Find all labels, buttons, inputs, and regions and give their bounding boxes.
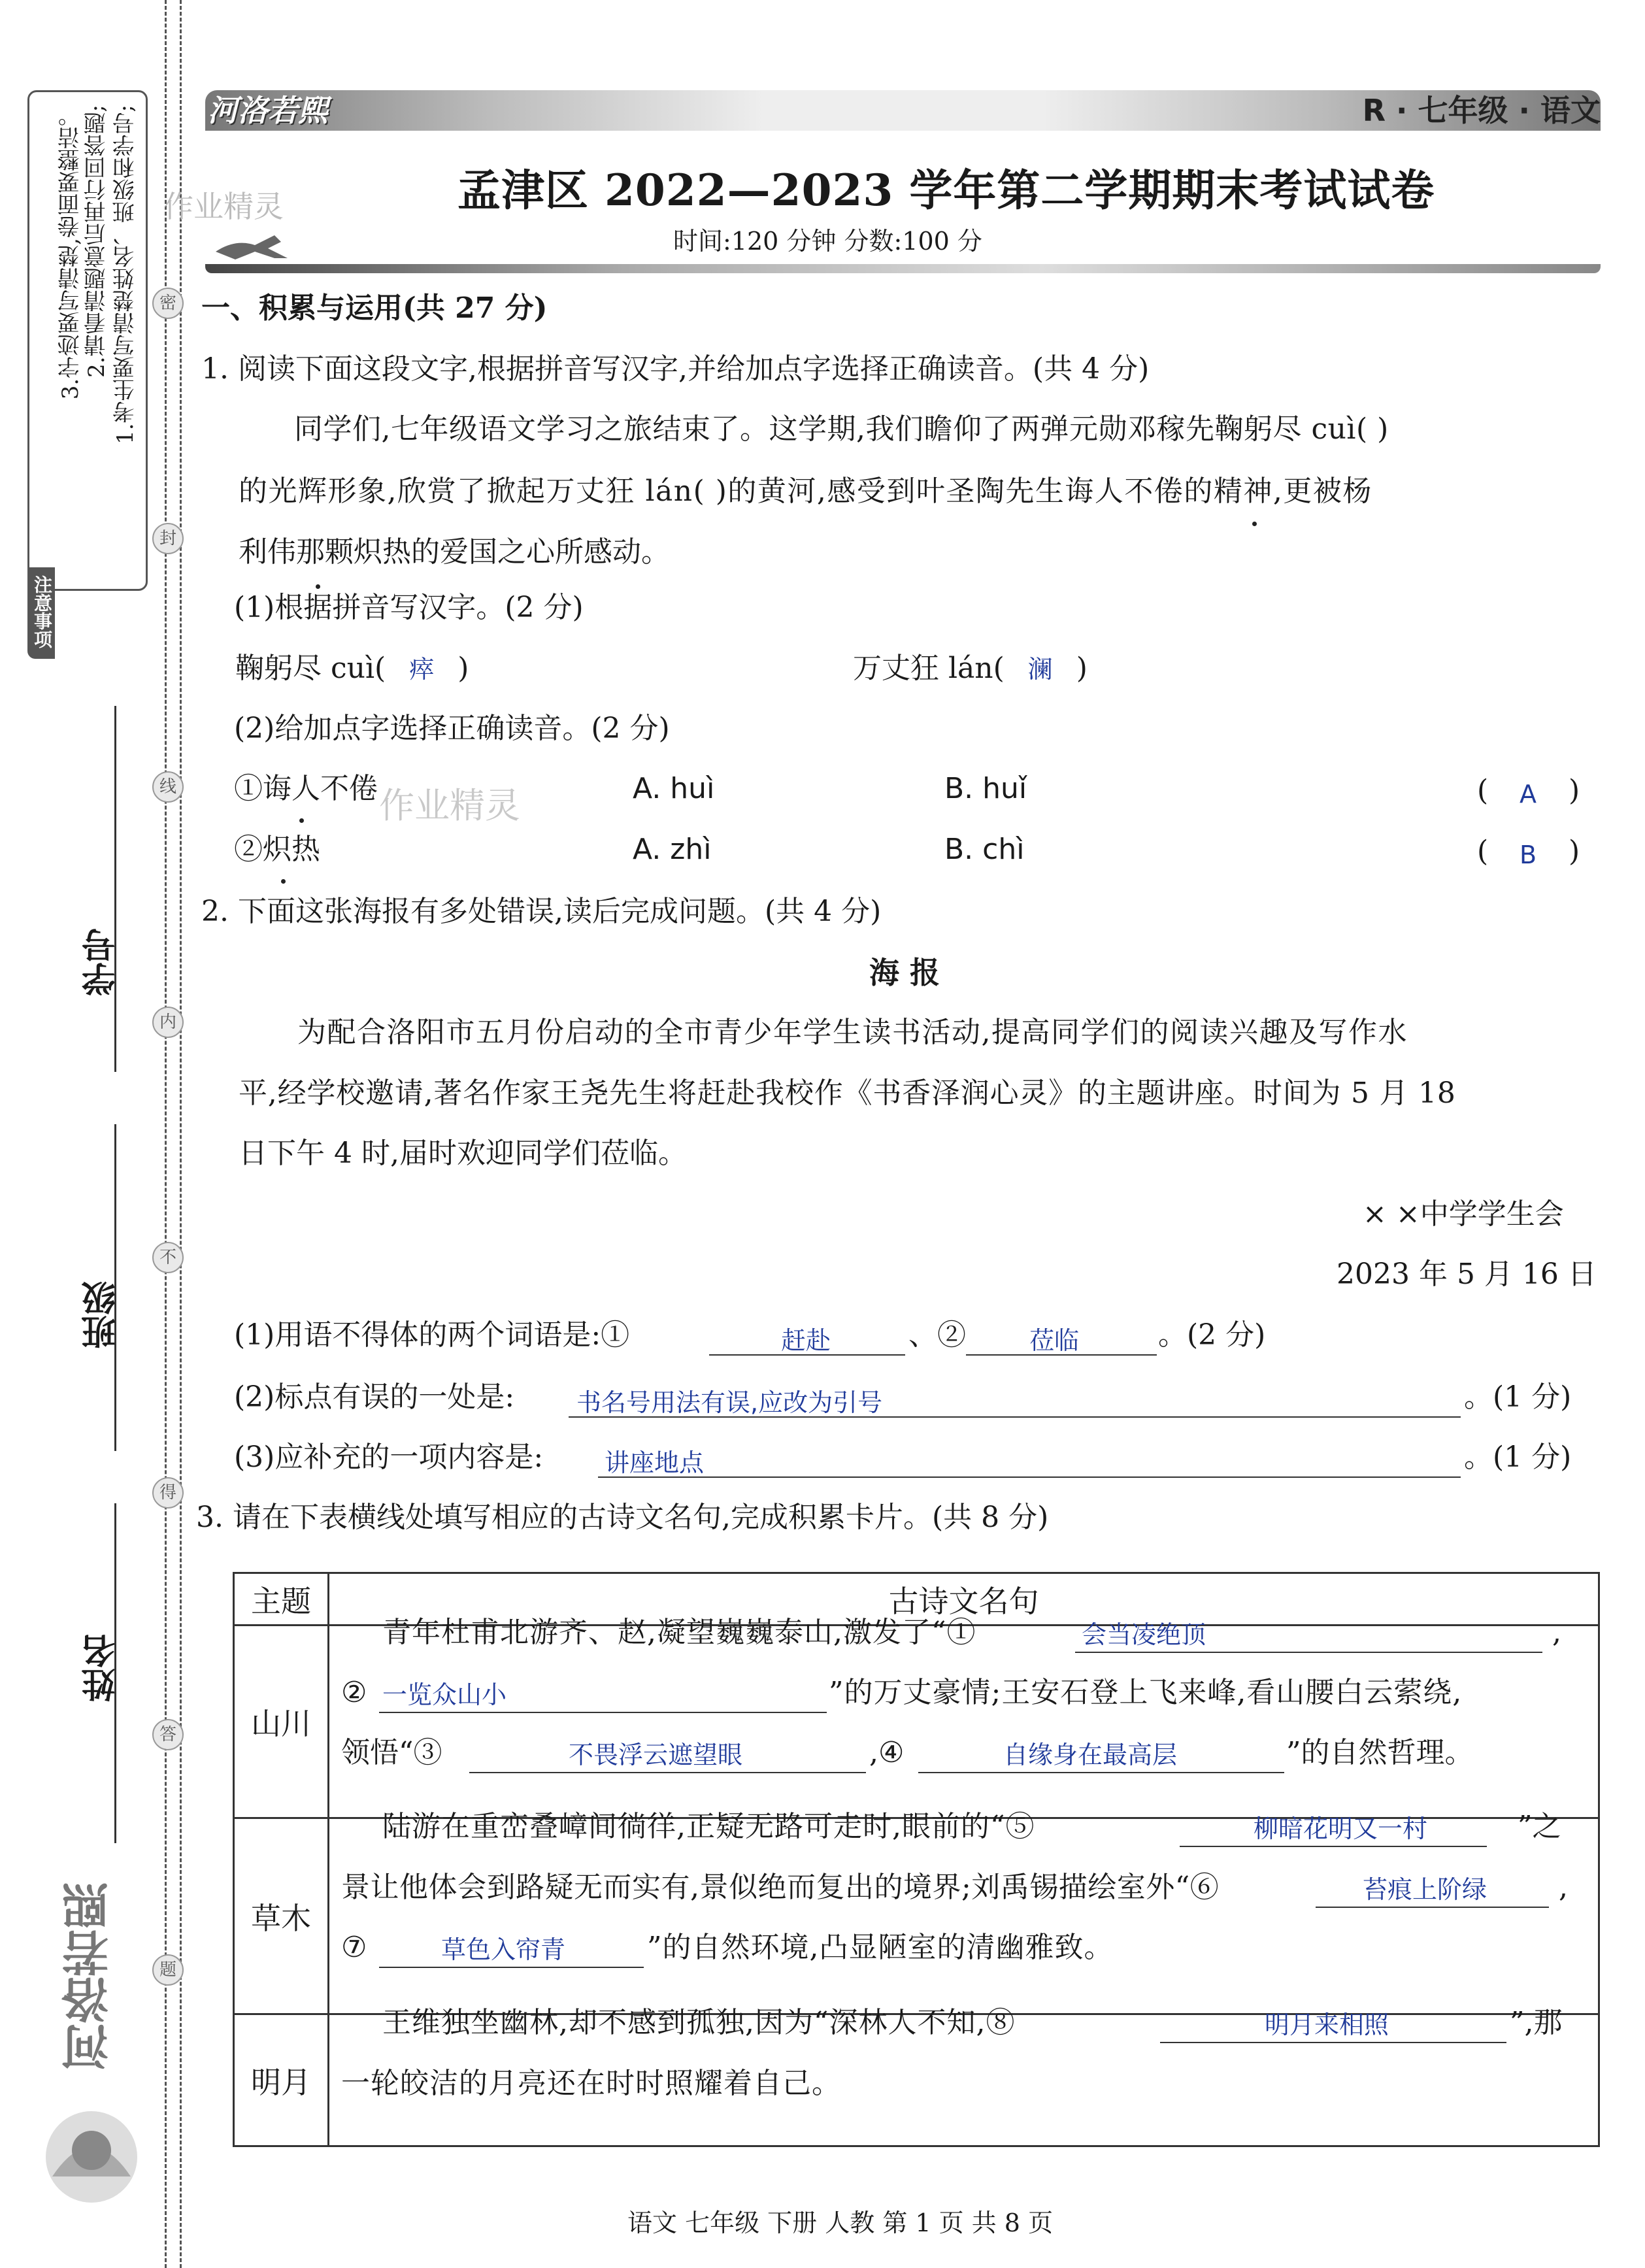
- poster-line: 日下午 4 时,届时欢迎同学们莅临。: [239, 1137, 687, 1170]
- poem-line: 王维独坐幽林,却不感到孤独,因为“深林人不知,⑧: [382, 2006, 1016, 2039]
- poem-line: ”的自然环境,凸显陋室的清幽雅致。: [647, 1931, 1114, 1964]
- q1-item2-answer[interactable]: 澜: [1027, 655, 1053, 684]
- answer-line: [469, 1772, 866, 1773]
- q2-stem: 2. 下面这张海报有多处错误,读后完成问题。(共 4 分): [201, 895, 882, 928]
- q1-para-line: 同学们,七年级语文学习之旅结束了。这学期,我们瞻仰了两弹元勋邓稼先鞠躬尽 cuì( ): [294, 412, 1389, 446]
- row-content: [329, 1626, 1599, 1818]
- poster-line: 平,经学校邀请,著名作家王尧先生将赶赴我校作《书香泽润心灵》的主题讲座。时间为 5 月 18: [239, 1076, 1456, 1110]
- choice-paren: ): [1569, 774, 1580, 807]
- brand-logo: 河洛若熙: [208, 93, 328, 128]
- q1-stem: 1. 阅读下面这段文字,根据拼音写汉字,并给加点字选择正确读音。(共 4 分): [201, 352, 1150, 386]
- q1-sub1: (1)根据拼音写汉字。(2 分): [234, 591, 584, 624]
- col-topic-header: 主题: [234, 1573, 329, 1626]
- class-label: 班级: [82, 1281, 122, 1349]
- poem-answer[interactable]: 会当凌绝顶: [1082, 1620, 1206, 1649]
- q1-item1: 鞠躬尽 cuì( 瘁 ): [235, 649, 469, 689]
- poem-line: ⑦: [341, 1931, 367, 1964]
- poem-line: ”,那: [1510, 2006, 1563, 2039]
- choice-paren: ): [1569, 835, 1580, 868]
- poster-line: 为配合洛阳市五月份启动的全市青少年学生读书活动,提高同学们的阅读兴趣及写作水: [297, 1016, 1408, 1049]
- answer-line: [1075, 1652, 1542, 1653]
- notice-tag-label: 注意事项: [31, 575, 53, 648]
- q2-sub2-answer[interactable]: 书名号用法有误,应改为引号: [576, 1388, 883, 1417]
- poem-line: ②: [341, 1676, 367, 1709]
- exam-title: 孟津区 2022—2023 学年第二学期期末考试试卷: [457, 165, 1435, 216]
- q2-sub1-prefix: (1)用语不得体的两个词语是:①: [234, 1318, 630, 1352]
- q2-sub3-prefix: (3)应补充的一项内容是:: [234, 1441, 544, 1474]
- binding-dashed-line-inner: [180, 0, 182, 2268]
- answer-line: [1316, 1907, 1549, 1908]
- student-no-line[interactable]: [114, 706, 116, 1072]
- watermark: 作业精灵: [163, 189, 284, 224]
- poem-answer[interactable]: 草色入帘青: [441, 1935, 566, 1964]
- poem-line: 领悟“③: [341, 1736, 442, 1769]
- choice-paren: (: [1477, 774, 1489, 807]
- poem-answer[interactable]: 柳暗花明又一村: [1254, 1814, 1428, 1843]
- seal-char: 密: [152, 288, 184, 319]
- binding-dashed-line: [165, 0, 167, 2268]
- notice-item: 3.字迹要写清楚,卷面要整洁。: [58, 105, 84, 400]
- poem-line: 景让他体会到路疑无而实有,景似绝而复出的境界;刘禹锡描绘室外“⑥: [341, 1871, 1220, 1904]
- q2-sub2-suffix: 。(1 分): [1464, 1380, 1572, 1414]
- choice-option-a: A. huì: [633, 772, 715, 805]
- seal-char: 不: [152, 1242, 184, 1273]
- q1-item2: 万丈狂 lán( 澜 ): [853, 649, 1088, 689]
- emphasis-dot: [281, 879, 286, 884]
- col-lines-header: 古诗文名句: [329, 1573, 1599, 1626]
- choice-word: ②炽热: [234, 833, 320, 866]
- q2-sub3-answer[interactable]: 讲座地点: [605, 1448, 705, 1477]
- poem-line: 陆游在重峦叠嶂间徜徉,正疑无路可走时,眼前的“⑤: [382, 1810, 1035, 1843]
- q1-para-line: 的光辉形象,欣赏了掀起万丈狂 lán( )的黄河,感受到叶圣陶先生诲人不倦的精神,更被杨: [239, 475, 1372, 508]
- header-bottom-bar: [205, 264, 1601, 273]
- grade-label: R · 七年级 · 语文: [1362, 93, 1601, 128]
- answer-line: [918, 1772, 1284, 1773]
- seal-char: 题: [152, 1954, 184, 1986]
- emphasis-dot: [299, 818, 304, 823]
- brand-logo-icon: [26, 2078, 157, 2229]
- answer-line: [598, 1476, 1461, 1478]
- poem-card-table: [233, 1572, 1600, 2147]
- q2-sub1-answer1[interactable]: 赶赴: [781, 1326, 831, 1355]
- answer-line: [1160, 2042, 1506, 2043]
- choice-option-b: B. huǐ: [944, 772, 1027, 805]
- emphasis-dot: [1252, 522, 1257, 526]
- poem-answer[interactable]: 苔痕上阶绿: [1363, 1875, 1487, 1904]
- poem-line: ,: [1552, 1616, 1561, 1649]
- poem-line: 一轮皎洁的月亮还在时时照耀着自己。: [341, 2067, 841, 2100]
- choice-word: ①诲人不倦: [234, 772, 378, 805]
- choice-option-a: A. zhì: [633, 833, 712, 866]
- poem-line: 青年杜甫北游齐、赵,凝望巍巍泰山,激发了“①: [382, 1616, 976, 1649]
- notice-item: 2.请看清题意后再行回答题;: [84, 105, 110, 378]
- poem-line: ”之: [1518, 1810, 1561, 1843]
- row-topic: 草木: [234, 1818, 329, 2014]
- horse-icon: [209, 225, 307, 265]
- brand-vertical: 河洛若熙: [61, 1882, 116, 2071]
- section-heading: 一、积累与运用(共 27 分): [201, 292, 548, 325]
- answer-line: [379, 1967, 644, 1968]
- choice-option-b: B. chì: [944, 833, 1025, 866]
- poster-title: 海 报: [869, 955, 940, 990]
- choice-answer[interactable]: A: [1520, 780, 1537, 809]
- q2-sub2-prefix: (2)标点有误的一处是:: [234, 1380, 515, 1414]
- choice-paren: (: [1477, 835, 1489, 868]
- seal-char: 封: [152, 523, 184, 554]
- q1-item1-answer[interactable]: 瘁: [409, 655, 435, 684]
- page-footer: 语文 七年级 下册 人教 第 1 页 共 8 页: [627, 2209, 1054, 2237]
- poem-answer[interactable]: 明月来相照: [1265, 2010, 1389, 2039]
- poem-answer[interactable]: 自缘身在最高层: [1003, 1741, 1178, 1769]
- q2-sub1-answer2[interactable]: 莅临: [1029, 1326, 1080, 1355]
- choice-answer[interactable]: B: [1520, 841, 1537, 869]
- answer-line: [379, 1712, 827, 1713]
- student-no-label: 学号: [82, 928, 122, 996]
- row-topic: 明月: [234, 2014, 329, 2146]
- q3-stem: 3. 请在下表横线处填写相应的古诗文名句,完成积累卡片。(共 8 分): [196, 1501, 1049, 1534]
- exam-time-info: 时间:120 分钟 分数:100 分: [673, 227, 982, 256]
- watermark: 作业精灵: [379, 785, 520, 826]
- row-content: [329, 1818, 1599, 2014]
- poem-line: ”的万丈豪情;王安石登上飞来峰,看山腰白云萦绕,: [829, 1676, 1463, 1709]
- poem-line: ”的自然哲理。: [1286, 1736, 1474, 1769]
- seal-char: 线: [152, 771, 184, 803]
- q2-sub1-suffix: 。(2 分): [1158, 1318, 1266, 1352]
- poster-date: 2023 年 5 月 16 日: [1337, 1258, 1597, 1291]
- q2-sub1-mid: 、②: [908, 1318, 966, 1352]
- seal-char: 内: [152, 1007, 184, 1038]
- poem-answer[interactable]: 一览众山小: [382, 1680, 507, 1709]
- poem-answer[interactable]: 不畏浮云遮望眼: [569, 1741, 743, 1769]
- row-topic: 山川: [234, 1626, 329, 1818]
- seal-char: 得: [152, 1477, 184, 1509]
- poem-line: ,④: [869, 1736, 905, 1769]
- poster-signature: × ×中学学生会: [1363, 1197, 1564, 1231]
- q2-sub3-suffix: 。(1 分): [1464, 1441, 1572, 1474]
- q1-para-line: 利伟那颗炽热的爱国之心所感动。: [239, 535, 670, 569]
- q1-sub2: (2)给加点字选择正确读音。(2 分): [234, 712, 670, 745]
- name-label: 姓名: [82, 1634, 122, 1702]
- answer-line: [1180, 1846, 1487, 1847]
- poem-line: ,: [1559, 1871, 1568, 1904]
- seal-char: 答: [152, 1719, 184, 1750]
- notice-item: 1.考生要写清楚姓名、班级和学号;: [112, 105, 139, 444]
